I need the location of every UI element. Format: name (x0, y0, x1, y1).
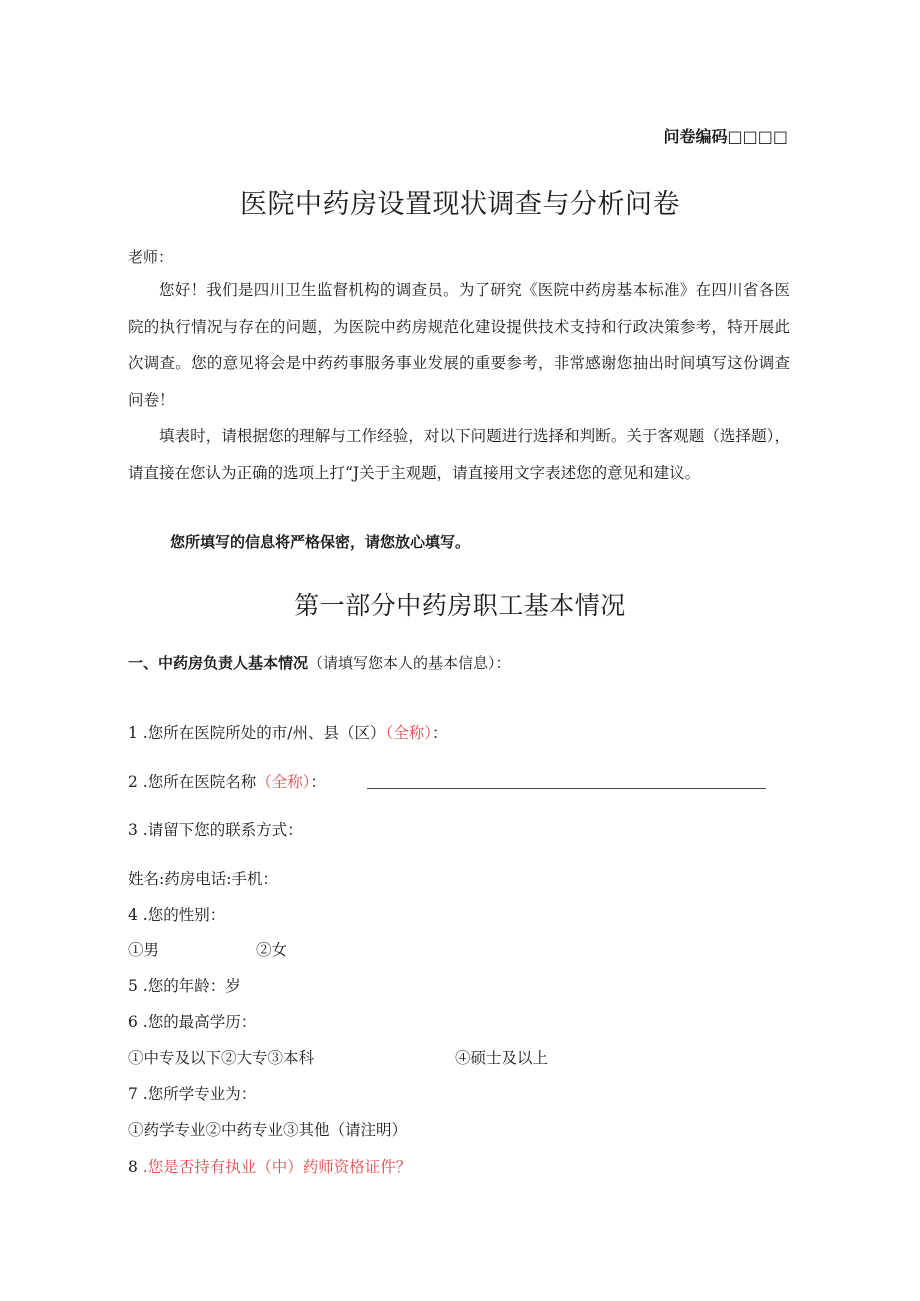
intro-paragraph-2: 填表时，请根据您的理解与工作经验，对以下问题进行选择和判断。关于客观题（选择题），请直接在您认为正确的选项上打“J关于主观题，请直接用文字表述您的意见和建议。 (128, 427, 790, 482)
question-8-number: 8 (128, 1158, 138, 1176)
question-2-text: 2 .您所在医院名称 (128, 773, 257, 791)
question-2-colon: ： (310, 773, 326, 791)
contact-line: 姓名:药房电话:手机： (128, 870, 278, 888)
question-1-fullname-hint: （全称） (385, 724, 432, 742)
hospital-name-field[interactable] (367, 788, 766, 789)
question-6-option-master[interactable]: ④硕士及以上 (455, 1049, 549, 1067)
questionnaire-code: 问卷编码□□□□ (663, 127, 788, 146)
salutation: 老师： (128, 248, 174, 266)
question-4: 4 .您的性别： (128, 906, 226, 924)
question-7: 7 .您所学专业为： (128, 1085, 257, 1103)
question-1 (128, 721, 447, 743)
question-2 (128, 770, 326, 792)
question-6: 6 .您的最高学历： (128, 1013, 257, 1031)
question-6-options[interactable]: ①中专及以下②大专③本科 (128, 1049, 315, 1067)
intro-paragraph-1: 您好！我们是四川卫生监督机构的调查员。为了研究《医院中药房基本标准》在四川省各医院的执行情况与存在的问题，为医院中药房规范化建设提供技术支持和行政决策参考，特开展此次调查。您的意见将会是中药药事服务事业发展的重要参考，非常感谢您抽出时间填写这份调查问卷！ (128, 281, 790, 409)
question-3: 3 .请留下您的联系方式： (128, 821, 303, 839)
question-1-text: 1 .您所在医院所处的市/州、县（区） (128, 724, 386, 742)
question-1-colon: ： (431, 724, 448, 742)
subsection-heading (128, 652, 511, 673)
question-8 (128, 1155, 411, 1177)
question-5: 5 .您的年龄：岁 (128, 977, 241, 995)
section-title: 第一部分中药房职工基本情况 (294, 591, 626, 620)
question-8-text: .您是否持有执业（中）药师资格证件？ (137, 1158, 412, 1176)
question-4-option-female[interactable]: ②女 (256, 941, 288, 959)
page-title: 医院中药房设置现状调查与分析问卷 (240, 189, 680, 220)
subsection-heading-note: （请填写您本人的基本信息）： (308, 654, 511, 672)
question-2-fullname-hint: （全称） (256, 773, 311, 791)
question-4-option-male[interactable]: ①男 (128, 941, 160, 959)
confidential-note: 您所填写的信息将严格保密，请您放心填写。 (170, 533, 471, 551)
question-7-options[interactable]: ①药学专业②中药专业③其他（请注明） (128, 1121, 408, 1139)
subsection-heading-bold: 一、中药房负责人基本情况 (128, 654, 309, 672)
